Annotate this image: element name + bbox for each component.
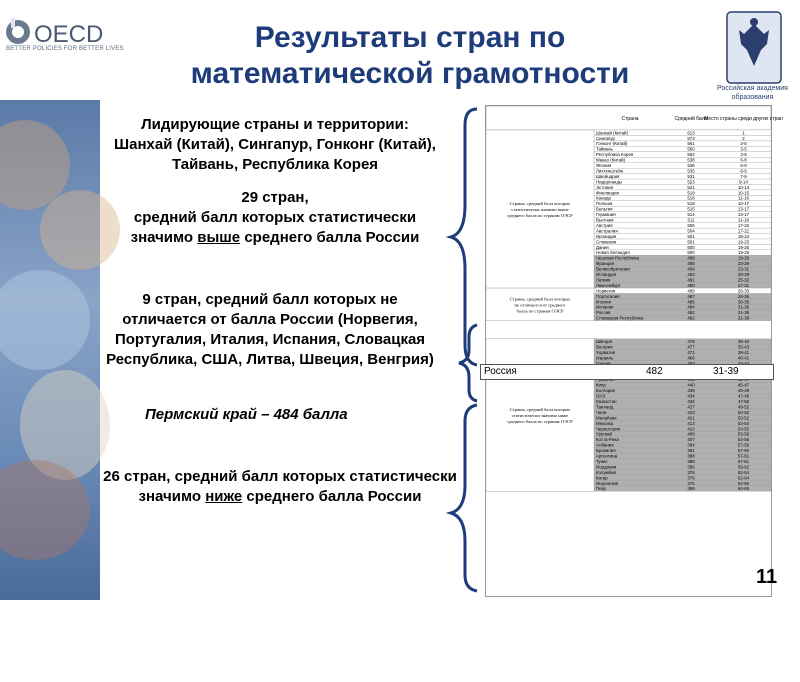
table-cell-country: Коста-Рика bbox=[596, 437, 619, 443]
table-cell-country: Индонезия bbox=[596, 480, 619, 486]
table-cell-score: 477 bbox=[687, 344, 695, 350]
table-cell-rank: 3-5 bbox=[740, 146, 747, 152]
table-cell-score: 484 bbox=[687, 304, 695, 310]
same-average-text: 9 стран, средний балл которых не отличается от балла России (Норвегия, Португалия, Италия, Испания, Словацкая Республика, США, Литва, Швеция, Венгрия) bbox=[106, 291, 434, 368]
table-cell-rank: 31-36 bbox=[737, 304, 750, 310]
table-cell-score: 391 bbox=[687, 448, 695, 454]
emblem-caption: Российская академия образования bbox=[717, 85, 788, 101]
below-average-text: 26 стран, средний балл которых статистически значимо ниже среднего балла России bbox=[103, 468, 457, 505]
table-cell-country: Болгария bbox=[596, 388, 616, 394]
table-cell-rank: 19-25 bbox=[737, 250, 750, 256]
rao-emblem-icon bbox=[725, 10, 783, 85]
table-cell-rank: 40-41 bbox=[737, 355, 750, 361]
table-cell-score: 518 bbox=[687, 201, 695, 207]
table-cell-score: 407 bbox=[687, 437, 695, 443]
table-cell-rank: 53-56 bbox=[737, 431, 750, 437]
table-cell-score: 538 bbox=[687, 157, 695, 163]
table-cell-rank: 2 bbox=[742, 135, 745, 141]
table-group-label: Страны, средний балл которых bbox=[509, 407, 571, 413]
table-cell-rank: 25-32 bbox=[737, 277, 750, 283]
table-cell-country: Дания bbox=[596, 244, 609, 250]
table-header: Страна bbox=[621, 116, 639, 122]
table-cell-country: Казахстан bbox=[596, 399, 617, 404]
table-cell-score: 409 bbox=[687, 431, 695, 437]
table-cell-rank: 3-5 bbox=[740, 141, 747, 147]
table-cell-score: 521 bbox=[687, 184, 695, 190]
results-table bbox=[485, 105, 783, 597]
table-cell-score: 440 bbox=[687, 382, 695, 388]
table-cell-rank: 62-64 bbox=[737, 469, 750, 475]
table-cell-country: Япония bbox=[596, 163, 612, 168]
sidebar-photo-strip bbox=[0, 100, 100, 681]
table-cell-score: 493 bbox=[687, 272, 695, 277]
table-cell-score: 466 bbox=[687, 355, 695, 361]
table-cell-score: 410 bbox=[687, 426, 695, 432]
sidebar-slogan: Учимся для жизни bbox=[15, 650, 83, 681]
page-number: 11 bbox=[756, 566, 778, 588]
table-cell-country: Таиланд bbox=[596, 404, 614, 410]
table-cell-country: Бразилия bbox=[596, 448, 616, 454]
table-group-label: среднего балла по странам ОЭСР bbox=[507, 419, 573, 425]
table-cell-score: 504 bbox=[687, 228, 695, 234]
table-cell-rank: 7-9 bbox=[740, 173, 747, 179]
table-cell-rank: 19-23 bbox=[737, 239, 750, 245]
table-cell-score: 501 bbox=[687, 233, 695, 239]
table-cell-score: 485 bbox=[687, 299, 695, 305]
russia-highlight-row bbox=[480, 364, 774, 380]
braces-graphic bbox=[445, 105, 485, 595]
table-cell-country: Исландия bbox=[596, 272, 617, 277]
table-cell-rank: 13-17 bbox=[737, 206, 750, 212]
table-cell-rank: 38-41 bbox=[737, 349, 750, 355]
table-cell-country: Малайзия bbox=[596, 415, 617, 421]
table-cell-country: Россия bbox=[596, 310, 611, 316]
table-cell-rank: 1 bbox=[742, 130, 745, 136]
table-cell-rank: 31-39 bbox=[737, 310, 750, 316]
table-cell-rank: 47-49 bbox=[737, 393, 750, 399]
table-cell-country: Сингапур bbox=[596, 135, 615, 141]
table-cell-rank: 17-22 bbox=[737, 222, 750, 228]
table-cell-score: 427 bbox=[687, 404, 695, 410]
table-cell-score: 491 bbox=[687, 277, 695, 283]
table-cell-rank: 57-59 bbox=[737, 442, 750, 448]
table-cell-rank: 54-56 bbox=[737, 437, 750, 443]
table-cell-country: Ирландия bbox=[596, 233, 617, 239]
russia-score: 482 bbox=[646, 366, 663, 377]
table-cell-score: 376 bbox=[687, 469, 695, 475]
table-cell-country: Португалия bbox=[596, 293, 620, 299]
table-cell-rank: 3-5 bbox=[740, 152, 747, 158]
table-cell-score: 376 bbox=[687, 475, 695, 481]
table-cell-score: 560 bbox=[687, 146, 695, 152]
table-cell-country: Хорватия bbox=[596, 349, 616, 355]
table-cell-rank: 6-9 bbox=[740, 168, 747, 174]
table-cell-country: Австрия bbox=[596, 222, 613, 228]
table-group-label: балла по странам ОЭСР bbox=[516, 308, 564, 314]
table-cell-country: Новая Зеландия bbox=[596, 250, 630, 256]
table-cell-country: Тунис bbox=[596, 458, 608, 464]
table-cell-rank: 10-15 bbox=[737, 190, 750, 196]
table-cell-rank: 64-65 bbox=[737, 486, 750, 492]
table-cell-rank: 6-9 bbox=[740, 163, 747, 168]
table-cell-country: Венгрия bbox=[596, 344, 613, 350]
table-cell-rank: 59-62 bbox=[737, 464, 750, 470]
table-cell-rank: 17-21 bbox=[737, 228, 750, 234]
table-cell-country: Перу bbox=[596, 486, 607, 492]
table-cell-score: 432 bbox=[687, 399, 695, 404]
table-cell-score: 487 bbox=[687, 293, 695, 299]
table-cell-country: Вьетнам bbox=[596, 217, 614, 223]
table-cell-score: 500 bbox=[687, 244, 695, 250]
table-cell-country: Великобритания bbox=[596, 266, 630, 272]
table-cell-score: 439 bbox=[687, 388, 695, 394]
table-group-label: не отличается от среднего bbox=[514, 302, 566, 308]
table-cell-rank: 23-29 bbox=[737, 261, 750, 267]
table-cell-rank: 26-33 bbox=[737, 288, 750, 294]
table-cell-country: Чешская Республика bbox=[596, 255, 639, 261]
table-cell-rank: 62-65 bbox=[737, 480, 750, 486]
table-cell-country: Колумбия bbox=[596, 469, 616, 475]
table-cell-rank: 62-64 bbox=[737, 475, 750, 481]
table-cell-score: 499 bbox=[687, 255, 695, 261]
table-cell-country: Бельгия bbox=[596, 206, 613, 212]
logo-text: OECD bbox=[34, 21, 104, 48]
table-cell-score: 482 bbox=[687, 310, 695, 316]
table-cell-country: Чили bbox=[596, 409, 607, 415]
table-cell-rank: 57-60 bbox=[737, 448, 750, 454]
table-cell-rank: 30-35 bbox=[737, 299, 750, 305]
table-cell-country: Кипр bbox=[596, 382, 606, 388]
table-cell-country: Франция bbox=[596, 261, 614, 267]
table-cell-country: Германия bbox=[596, 212, 616, 218]
table-cell-score: 478 bbox=[687, 339, 695, 345]
table-cell-score: 500 bbox=[687, 250, 695, 256]
table-cell-rank: 23-31 bbox=[737, 266, 750, 272]
table-cell-rank: 19-26 bbox=[737, 255, 750, 261]
table-cell-score: 394 bbox=[687, 442, 695, 448]
table-cell-rank: 27-31 bbox=[737, 282, 750, 288]
table-cell-rank: 6-8 bbox=[740, 157, 747, 163]
table-cell-score: 501 bbox=[687, 239, 695, 245]
table-cell-rank: 9-14 bbox=[739, 179, 748, 185]
table-cell-score: 388 bbox=[687, 453, 695, 459]
table-cell-country: Швейцария bbox=[596, 173, 620, 179]
table-cell-score: 489 bbox=[687, 288, 695, 294]
table-cell-country: Черногория bbox=[596, 426, 620, 432]
table-cell-score: 421 bbox=[687, 415, 695, 421]
table-cell-rank: 57-61 bbox=[737, 458, 750, 464]
table-group-label: статистически значимо выше bbox=[511, 207, 569, 213]
table-cell-rank: 35-43 bbox=[737, 344, 750, 350]
leaders-text: Лидирующие страны и территории: Шанхай (Китай), Сингапур, Гонконг (Китай), Тайвань, Республика Корея bbox=[114, 116, 436, 173]
table-cell-score: 536 bbox=[687, 163, 695, 168]
table-cell-country: ОАЭ bbox=[596, 393, 606, 399]
table-cell-country: Албания bbox=[596, 442, 614, 448]
table-cell-country: Израиль bbox=[596, 355, 614, 361]
table-header: Место страны среди других стран bbox=[704, 116, 783, 122]
table-cell-rank: 45-47 bbox=[737, 382, 750, 388]
table-cell-score: 573 bbox=[687, 135, 695, 141]
table-cell-country: Лихтенштейн bbox=[596, 168, 624, 174]
russia-country: Россия bbox=[484, 366, 517, 377]
table-cell-score: 490 bbox=[687, 282, 695, 288]
table-cell-country: Австралия bbox=[596, 228, 618, 234]
table-cell-country: Люксембург bbox=[596, 282, 621, 288]
table-cell-country: Катар bbox=[596, 475, 608, 481]
table-cell-country: Латвия bbox=[596, 277, 611, 283]
table-cell-score: 561 bbox=[687, 141, 695, 147]
table-cell-rank: 31-39 bbox=[737, 315, 750, 321]
table-cell-country: Словения bbox=[596, 239, 617, 245]
table-cell-country: Швеция bbox=[596, 339, 613, 345]
table-cell-score: 482 bbox=[687, 315, 695, 321]
table-cell-score: 375 bbox=[687, 480, 695, 486]
table-cell-score: 515 bbox=[687, 206, 695, 212]
table-cell-country: Аргентина bbox=[596, 453, 618, 459]
table-cell-score: 554 bbox=[687, 152, 695, 158]
table-cell-rank: 11-16 bbox=[738, 195, 749, 201]
table-cell-country: Испания bbox=[596, 304, 614, 310]
table-cell-rank: 18-24 bbox=[737, 233, 750, 239]
table-cell-rank: 35-40 bbox=[737, 339, 750, 345]
table-cell-score: 494 bbox=[687, 266, 695, 272]
table-cell-country: Макао (Китай) bbox=[596, 157, 626, 163]
table-cell-country: Республика Корея bbox=[596, 152, 634, 158]
table-cell-rank: 53-54 bbox=[737, 420, 750, 426]
table-cell-rank: 13-17 bbox=[737, 212, 750, 218]
table-cell-score: 531 bbox=[687, 173, 695, 179]
table-cell-score: 388 bbox=[687, 458, 695, 464]
table-cell-rank: 10-17 bbox=[737, 201, 750, 207]
table-cell-score: 511 bbox=[687, 217, 695, 223]
table-cell-score: 368 bbox=[687, 486, 695, 492]
table-cell-country: Тайвань bbox=[596, 146, 613, 152]
table-cell-score: 506 bbox=[687, 222, 695, 228]
table-cell-score: 518 bbox=[687, 195, 695, 201]
table-cell-country: Норвегия bbox=[596, 288, 616, 294]
table-cell-country: Нидерланды bbox=[596, 179, 623, 185]
table-cell-country: Шанхай (Китай) bbox=[596, 130, 628, 136]
table-cell-rank: 10-14 bbox=[737, 184, 750, 190]
table-cell-score: 523 bbox=[687, 179, 695, 185]
table-cell-rank: 11-19 bbox=[738, 217, 749, 223]
table-cell-rank: 47-50 bbox=[737, 399, 750, 404]
table-group-label: статистически значимо ниже bbox=[511, 413, 569, 419]
logo-tagline: BETTER POLICIES FOR BETTER LIVES bbox=[6, 46, 124, 52]
table-cell-rank: 50-52 bbox=[737, 409, 750, 415]
table-cell-country: Польша bbox=[596, 201, 613, 207]
table-cell-rank: 50-52 bbox=[737, 415, 750, 421]
table-cell-rank: 57-61 bbox=[737, 453, 750, 459]
table-cell-country: Уругвай bbox=[596, 431, 612, 437]
table-group-label: Страны, средний балл которых bbox=[509, 296, 571, 302]
table-cell-rank: 49-52 bbox=[737, 404, 750, 410]
above-average-text: 29 стран, средний балл которых статистически значимо выше среднего балла России bbox=[130, 189, 420, 246]
table-cell-score: 613 bbox=[687, 130, 695, 136]
table-header: Средний балл bbox=[674, 116, 708, 122]
table-cell-score: 413 bbox=[687, 420, 695, 426]
table-cell-country: Канада bbox=[596, 195, 611, 201]
table-cell-score: 514 bbox=[687, 212, 695, 218]
table-cell-country: Гонконг (Китай) bbox=[596, 141, 628, 147]
table-cell-rank: 20-29 bbox=[737, 272, 750, 277]
table-cell-rank: 45-49 bbox=[737, 388, 750, 394]
table-cell-country: Италия bbox=[596, 299, 611, 305]
table-cell-score: 471 bbox=[687, 349, 695, 355]
table-cell-score: 519 bbox=[687, 190, 695, 196]
table-cell-rank: 54-55 bbox=[737, 426, 750, 432]
table-cell-country: Иордания bbox=[596, 464, 617, 470]
russia-rank: 31-39 bbox=[713, 366, 739, 377]
table-group-label: Страны, средний балл которых bbox=[509, 201, 571, 207]
table-cell-score: 535 bbox=[687, 168, 695, 174]
table-group-label: среднего балла по странам ОЭСР bbox=[507, 213, 573, 219]
table-cell-country: Мексика bbox=[596, 420, 614, 426]
table-cell-score: 495 bbox=[687, 261, 695, 267]
page-title: Результаты стран по математической грамотности bbox=[190, 21, 630, 90]
table-cell-country: Эстония bbox=[596, 184, 614, 190]
table-cell-rank: 26-36 bbox=[737, 293, 750, 299]
table-cell-score: 386 bbox=[687, 464, 695, 470]
table-cell-rank: 19-25 bbox=[737, 244, 750, 250]
perm-score-text: Пермский край – 484 балла bbox=[145, 406, 348, 423]
table-cell-country: Финляндия bbox=[596, 190, 619, 196]
table-cell-country: Словацкая Республика bbox=[596, 315, 644, 321]
table-cell-score: 423 bbox=[687, 409, 695, 415]
table-cell-score: 434 bbox=[687, 393, 695, 399]
